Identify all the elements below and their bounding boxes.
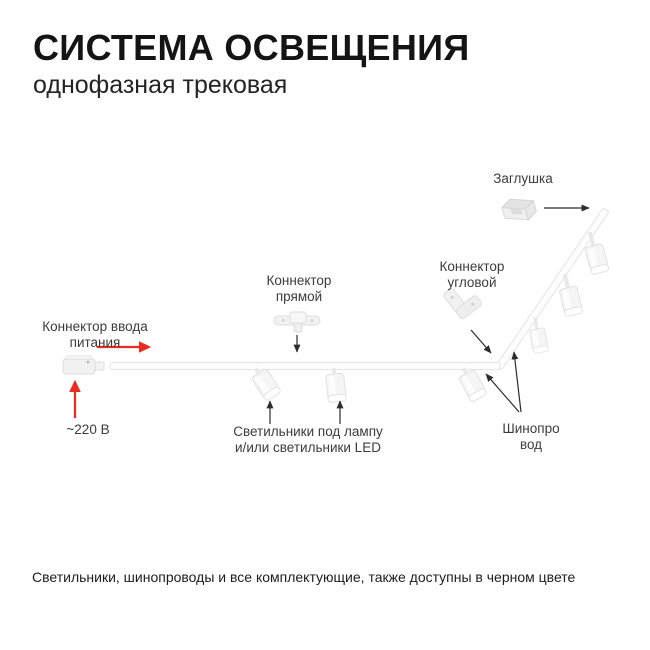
end-cap-icon: [500, 193, 538, 226]
label-fixtures: Светильники под лампу и/или светильники LED: [233, 424, 383, 455]
arrow-busbar-horizontal: [486, 374, 519, 412]
label-voltage: ~220 В: [66, 422, 110, 437]
spotlight-icon: [325, 367, 346, 403]
arrow-busbar-angled: [514, 352, 521, 412]
label-straight-connector: Коннектор прямой: [266, 273, 332, 304]
label-busbar: Шинопро вод: [502, 421, 560, 452]
label-corner-connector: Коннектор угловой: [439, 259, 505, 290]
straight-connector-icon: [274, 312, 320, 332]
page-title: СИСТЕМА ОСВЕЩЕНИЯ: [33, 27, 470, 68]
page-subtitle: однофазная трековая: [33, 70, 288, 99]
arrow-corner-connector: [471, 330, 491, 353]
label-power-input: Коннектор ввода питания: [42, 319, 148, 350]
horizontal-track: [110, 363, 500, 370]
footnote: Светильники, шинопроводы и все комплектующие, также доступны в черном цвете: [32, 569, 576, 585]
angled-track: [496, 208, 609, 370]
label-end-cap: Заглушка: [493, 171, 553, 186]
power-input-connector-icon: [63, 356, 104, 374]
